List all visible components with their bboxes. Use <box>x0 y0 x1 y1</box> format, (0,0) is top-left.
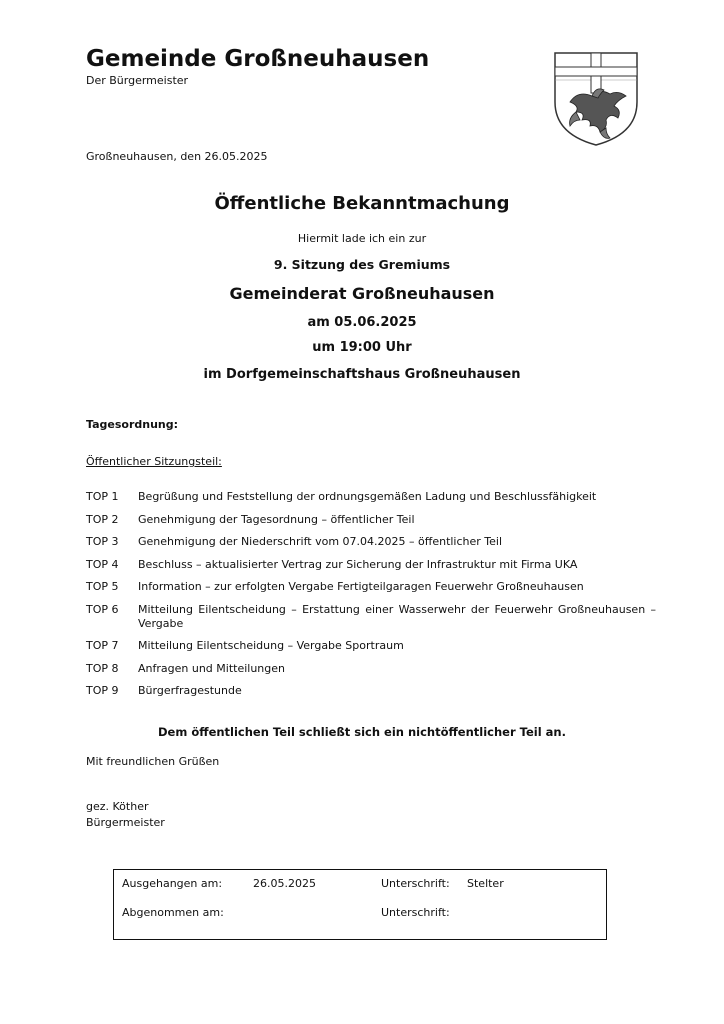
organization-subtitle: Der Bürgermeister <box>86 74 189 87</box>
agenda-item-number: TOP 1 <box>86 490 119 503</box>
announcement-title: Öffentliche Bekanntmachung <box>214 193 510 214</box>
agenda-item-text: Mitteilung Eilentscheidung – Vergabe Sportraum <box>138 639 404 652</box>
agenda-item <box>86 490 656 504</box>
agenda-item-text: Anfragen und Mitteilungen <box>138 661 285 675</box>
invitation-text: Hiermit lade ich ein zur <box>297 232 427 245</box>
organization-name: Gemeinde Großneuhausen <box>86 46 430 72</box>
agenda-item-text: Bürgerfragestunde <box>138 684 242 697</box>
agenda-list <box>86 490 656 707</box>
agenda-item <box>86 580 656 594</box>
meeting-number: 9. Sitzung des Gremiums <box>273 257 451 272</box>
agenda-item-number: TOP 9 <box>86 684 119 697</box>
closing-greeting: Mit freundlichen Grüßen <box>86 755 220 768</box>
signature-block <box>86 799 165 831</box>
agenda-item-text: Genehmigung der Niederschrift vom 07.04.2025 – öffentlicher Teil <box>138 535 503 548</box>
crest-cross-horizontal <box>555 67 637 76</box>
agenda-item-text: Mitteilung Eilentscheidung – Erstattung einer Wasserwehr der Feuerwehr Großneuhausen – Vergabe <box>138 602 656 630</box>
agenda-item-number: TOP 8 <box>86 661 119 675</box>
signature-value: Stelter <box>467 877 504 890</box>
agenda-item <box>86 513 656 527</box>
agenda-item <box>86 684 656 698</box>
posted-label: Ausgehangen am: <box>122 877 223 890</box>
agenda-item <box>86 662 656 676</box>
agenda-heading: Tagesordnung: <box>86 418 179 431</box>
nonpublic-note: Dem öffentlichen Teil schließt sich ein nichtöffentlicher Teil an. <box>158 725 566 739</box>
agenda-item-text: Beschluss – aktualisierter Vertrag zur Sicherung der Infrastruktur mit Firma UKA <box>138 557 578 571</box>
agenda-item-number: TOP 7 <box>86 639 119 652</box>
meeting-time: um 19:00 Uhr <box>312 340 412 355</box>
public-part-heading: Öffentlicher Sitzungsteil: <box>86 455 222 468</box>
agenda-item-number: TOP 4 <box>86 557 119 571</box>
agenda-item <box>86 535 656 549</box>
place-and-date: Großneuhausen, den 26.05.2025 <box>86 150 268 163</box>
signature-label: Unterschrift: <box>381 877 450 890</box>
meeting-venue: im Dorfgemeinschaftshaus Großneuhausen <box>203 367 521 382</box>
coat-of-arms-icon <box>552 50 640 148</box>
removed-label: Abgenommen am: <box>122 906 224 919</box>
agenda-item <box>86 603 656 631</box>
posted-date: 26.05.2025 <box>253 877 316 890</box>
agenda-item <box>86 639 656 653</box>
agenda-item-number: TOP 5 <box>86 580 119 593</box>
meeting-date: am 05.06.2025 <box>307 315 417 330</box>
agenda-item-number: TOP 6 <box>86 602 119 616</box>
agenda-item-text: Information – zur erfolgten Vergabe Fertigteilgaragen Feuerwehr Großneuhausen <box>138 580 584 593</box>
posting-notice-box <box>113 869 607 940</box>
agenda-item-text: Begrüßung und Feststellung der ordnungsgemäßen Ladung und Beschlussfähigkeit <box>138 490 597 503</box>
signature-label: Unterschrift: <box>381 906 450 919</box>
signer-role: Bürgermeister <box>86 816 165 829</box>
agenda-item-number: TOP 3 <box>86 535 119 548</box>
signed-by: gez. Köther <box>86 800 149 813</box>
agenda-item-number: TOP 2 <box>86 512 119 526</box>
agenda-item-text: Genehmigung der Tagesordnung – öffentlicher Teil <box>138 512 415 526</box>
council-name: Gemeinderat Großneuhausen <box>229 284 495 303</box>
agenda-item <box>86 558 656 572</box>
